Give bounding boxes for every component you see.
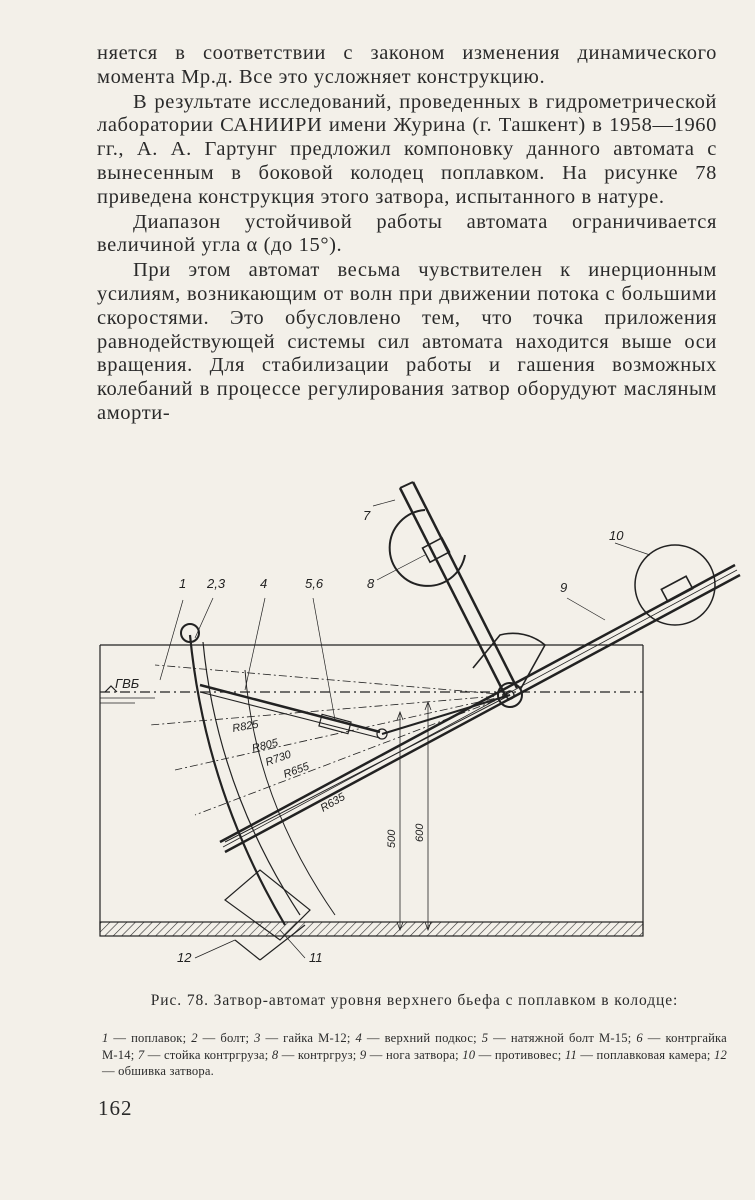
label-5-6: 5,6 [305,576,324,591]
counterweight-post-7 [400,488,505,695]
label-gvb: ГВБ [115,676,140,691]
pivot-sector [473,633,545,690]
body-text [97,42,717,426]
counterweight-8 [390,510,465,586]
label-8: 8 [367,576,375,591]
legend-text: — противовес; [475,1047,565,1062]
legend-text: — гайка М-12; [260,1031,356,1045]
dim-r825: R825 [231,718,260,735]
legend-num: 8 [271,1047,279,1062]
figure-legend [102,1030,727,1080]
label-11: 11 [309,950,323,965]
dim-r655: R655 [281,760,311,781]
paragraph: При этом автомат весьма чувствителен к инерционным усилиям, возникающим от волн при движении потока с большими скоростями. Это обусловлено тем, что точка приложения равнодействующей системы сил автомата находится выше оси вращения. Для стабилизации работы и гашения возможных колебаний в процессе регулирования затвор оборудуют масляным аморти- [97,259,717,424]
legend-num: 1 [102,1031,109,1045]
label-10: 10 [609,528,624,543]
label-12: 12 [177,950,192,965]
label-2-3: 2,3 [207,576,226,591]
paragraph: няется в соответствии с законом изменения динамического момента Mр.д. Все это усложняет конструкцию. [97,42,717,88]
legend-num: 4 [355,1031,362,1045]
legend-text: — нога затвора; [366,1047,463,1062]
legend-num: 9 [359,1047,367,1062]
legend-num: 7 [137,1047,145,1062]
paragraph: Диапазон устойчивой работы автомата ограничивается величиной угла α (до 15°). [97,210,717,257]
gate-drawing-svg [95,470,755,980]
label-1: 1 [179,576,187,591]
legend-num: 2 [191,1031,198,1045]
gate-skin [190,635,285,925]
dim-600: 600 [414,823,426,842]
legend-num: 6 [636,1031,643,1045]
legend-num: 5 [481,1031,489,1045]
dim-r730: R730 [263,748,293,769]
dim-r635: R635 [318,791,348,815]
gate-leg-9 [220,565,735,842]
legend-text: — натяжной болт М-15; [488,1031,637,1045]
counterpoise-10 [635,545,715,625]
dim-r805: R805 [250,736,280,755]
dim-500: 500 [386,829,398,848]
figure-caption: Рис. 78. Затвор-автомат уровня верхнего бьефа с поплавком в колодце: [150,992,679,1009]
legend-num: 3 [254,1031,261,1045]
paragraph: В результате исследований, проведенных в гидрометрической лаборатории САНИИРИ имени Журина (г. Ташкент) в 1958—1960 гг., А. А. Гартунг предложил компоновку данного автомата с вынесенным в боковой колодец поплавком. На рисунке 78 приведена конструкция этого затвора, испытанного в натуре. [97,90,717,208]
legend-text: — обшивка затвора. [102,1064,215,1078]
legend-text: — контргруз; [278,1047,360,1062]
legend-num: 10 [462,1047,476,1062]
legend-text: — верхний подкос; [362,1031,482,1045]
legend-text: — стойка контргруза; [144,1047,272,1062]
legend-text: — поплавок; [108,1031,192,1045]
label-4: 4 [260,576,268,591]
label-9: 9 [560,580,568,595]
gate-drawing [95,470,755,980]
label-7: 7 [363,508,371,523]
legend-num: 12 [713,1047,727,1062]
skin-bottom [235,940,260,960]
legend-text: — контргайка М-14; [102,1031,727,1062]
legend-num: 11 [564,1047,577,1062]
legend-text: — поплавковая камера; [576,1047,714,1062]
legend-text: — болт; [197,1031,255,1045]
canal-floor [100,922,643,936]
page-number: 162 [98,1096,133,1120]
